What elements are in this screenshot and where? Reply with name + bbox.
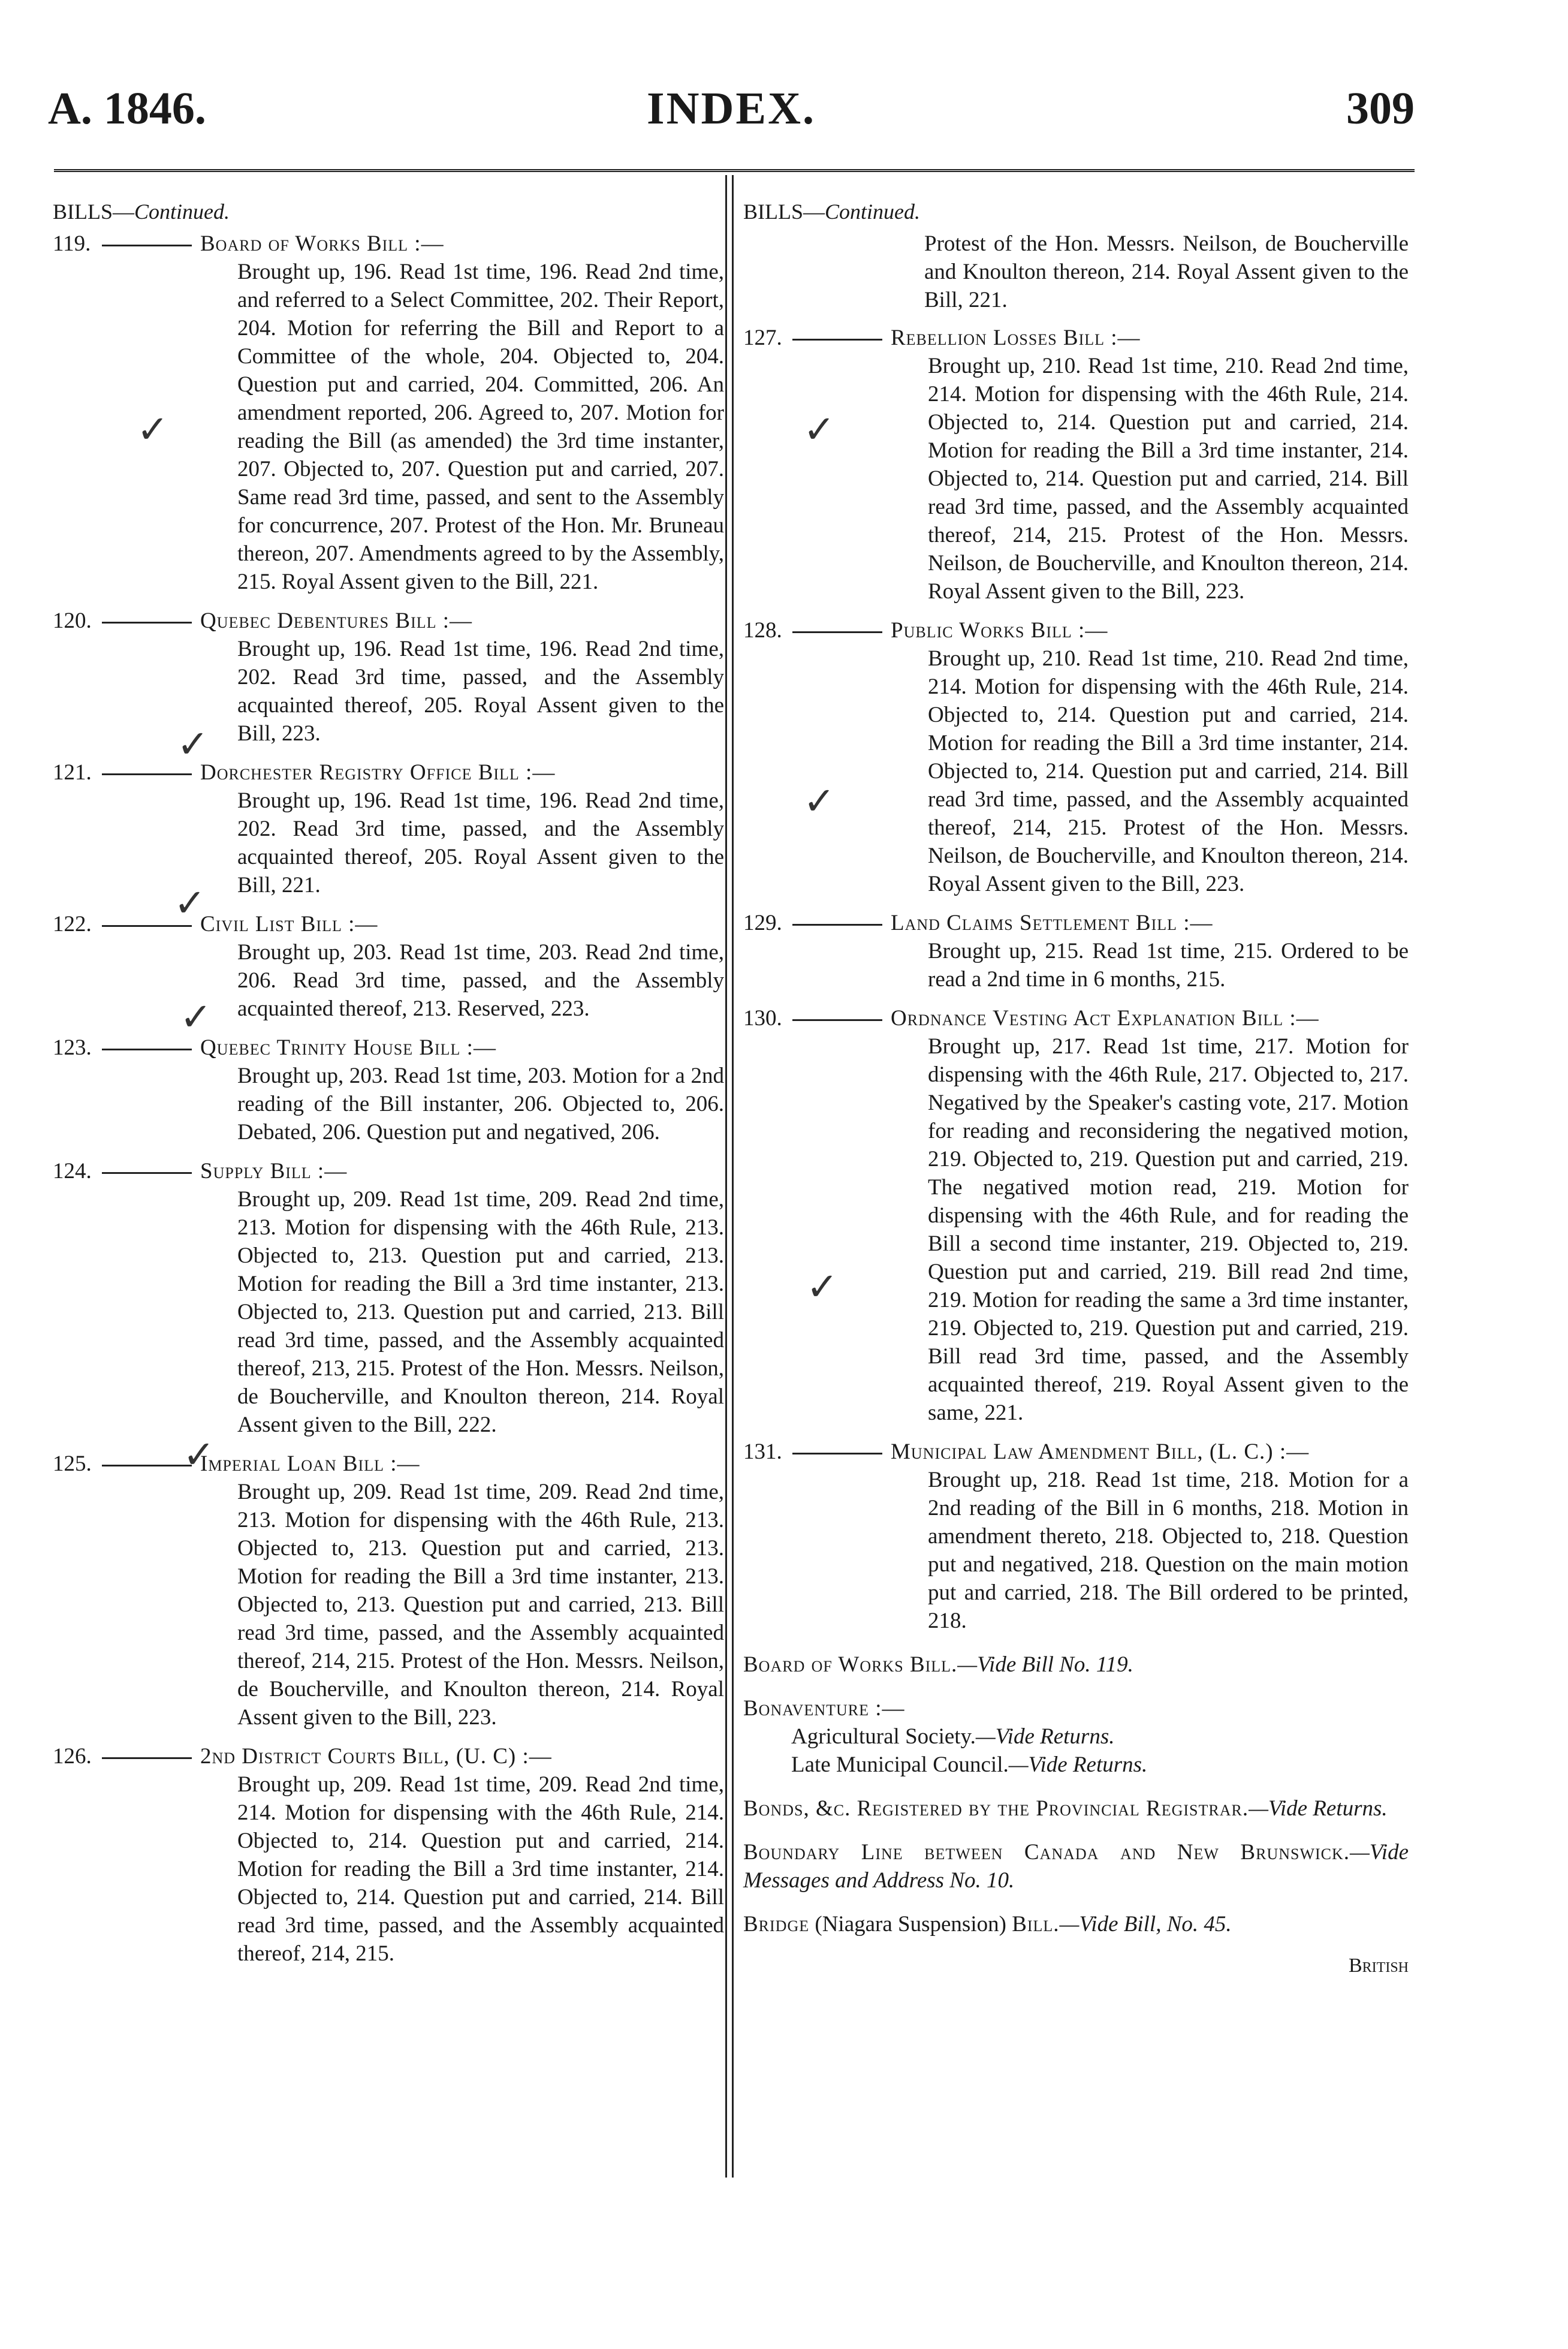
- bill-title: Municipal Law Amendment Bill, (L. C.) :—: [891, 1439, 1310, 1464]
- bill-history: Brought up, 209. Read 1st time, 209. Read 2nd time, 213. Motion for dispensing with the 46th Rule, 213. Objected to, 213. Question put and carried, 213. Motion for reading the Bill a 3rd time instanter, 213. Objected to, 213. Question put and carried, 213. Bill read 3rd time, passed, and the Assembly acquainted thereof, 213, 215. Protest of the Hon. Messrs. Neilson, de Boucherville, and Knoulton thereon, 214. Royal Assent given to the Bill, 222.: [237, 1187, 724, 1437]
- bill-history: Brought up, 215. Read 1st time, 215. Ordered to be read a 2nd time in 6 months, 215.: [928, 939, 1409, 992]
- dash-rule: [792, 924, 882, 926]
- bill-entry: [53, 1450, 724, 1731]
- column-divider: [725, 175, 734, 2178]
- bill-number: 129.: [743, 911, 782, 935]
- bill-title: Civil List Bill :—: [200, 912, 378, 936]
- bill-history: Brought up, 196. Read 1st time, 196. Read 2nd time, 202. Read 3rd time, passed, and the Assembly acquainted thereof, 205. Royal Assent given to the Bill, 221.: [237, 788, 724, 898]
- bill-number: 125.: [53, 1451, 92, 1476]
- handwritten-tick-icon: ✓: [180, 995, 212, 1040]
- dash-rule: [102, 245, 192, 246]
- bill-history: Brought up, 196. Read 1st time, 196. Read 2nd time, 202. Read 3rd time, passed, and the Assembly acquainted thereof, 205. Royal Assent given to the Bill, 223.: [237, 637, 724, 746]
- handwritten-tick-icon: ✓: [803, 408, 836, 452]
- bill-number: 122.: [53, 912, 92, 936]
- handwritten-tick-icon: ✓: [803, 779, 836, 824]
- bill-history: Brought up, 218. Read 1st time, 218. Motion for a 2nd reading of the Bill in 6 months, 218. Motion in amendment thereto, 218. Objected to, 218. Question put and negatived, 218. Question on the main motion put and carried, 218. The Bill ordered to be printed, 218.: [928, 1468, 1409, 1633]
- catchword: British: [1348, 1955, 1409, 1977]
- right-column: [743, 198, 1409, 1980]
- bill-title: Land Claims Settlement Bill :—: [891, 911, 1213, 935]
- cross-reference-bonds: Bonds, &c. Registered by the Provincial Registrar.—Vide Returns.: [743, 1796, 1388, 1821]
- dash-rule: [102, 622, 192, 624]
- bill-history: Brought up, 203. Read 1st time, 203. Read 2nd time, 206. Read 3rd time, passed, and the Assembly acquainted thereof, 213. Reserved, 223.: [237, 940, 724, 1021]
- dash-rule: [792, 631, 882, 633]
- bill-entry: [743, 1438, 1409, 1635]
- header-rule: [54, 169, 1415, 176]
- dash-rule: [102, 1757, 192, 1759]
- bill-history: Brought up, 209. Read 1st time, 209. Read 2nd time, 213. Motion for dispensing with the 46th Rule, 213. Objected to, 213. Question put and carried, 213. Motion for reading the Bill a 3rd time instanter, 213. Objected to, 213. Question put and carried, 213. Bill read 3rd time, passed, and the Assembly acquainted thereof, 214, 215. Protest of the Hon. Messrs. Neilson, de Boucherville, and Knoulton thereon, 214. Royal Assent given to the Bill, 223.: [237, 1480, 724, 1730]
- dash-rule: [792, 339, 882, 341]
- bill-number: 124.: [53, 1159, 92, 1183]
- bill-entry: [53, 607, 724, 748]
- bill-title: Supply Bill :—: [200, 1159, 348, 1183]
- bill-title: Ordnance Vesting Act Explanation Bill :—: [891, 1006, 1319, 1031]
- bill-title: Public Works Bill :—: [891, 618, 1108, 643]
- handwritten-tick-icon: ✓: [177, 722, 209, 767]
- bill-entry: [53, 910, 724, 1023]
- bill-history: Brought up, 210. Read 1st time, 210. Read 2nd time, 214. Motion for dispensing with the 46th Rule, 214. Objected to, 214. Question put and carried, 214. Motion for reading the Bill a 3rd time instanter, 214. Objected to, 214. Question put and carried, 214. Bill read 3rd time, passed, and the Assembly acquainted thereof, 214, 215. Protest of the Hon. Messrs. Neilson, de Boucherville, and Knoulton thereon, 214. Royal Assent given to the Bill, 223.: [928, 354, 1409, 604]
- bill-title: Quebec Trinity House Bill :—: [200, 1035, 496, 1060]
- cross-reference-bridge: Bridge (Niagara Suspension) Bill.—Vide Bill, No. 45.: [743, 1912, 1232, 1937]
- bill-number: 119.: [53, 231, 91, 256]
- header-title: INDEX.: [647, 83, 816, 134]
- bill-history: Brought up, 196. Read 1st time, 196. Read 2nd time, and referred to a Select Committee, 202. Their Report, 204. Motion for referring the Bill and Report to a Committee of the whole, 204. Objected to, 204. Question put and carried, 204. Committed, 206. An amendment reported, 206. Agreed to, 207. Motion for reading the Bill (as amended) the 3rd time instanter, 207. Objected to, 207. Question put and carried, 207. Same read 3rd time, passed, and sent to the Assembly for concurrence, 207. Protest of the Hon. Mr. Bruneau thereon, 207. Amendments agreed to by the Assembly, 215. Royal Assent given to the Bill, 221.: [237, 260, 724, 594]
- bill-entry: [53, 1157, 724, 1439]
- bill-number: 130.: [743, 1006, 782, 1031]
- sub-reference: Agricultural Society.—Vide Returns.: [791, 1724, 1115, 1749]
- continued-heading: BILLS—Continued.: [53, 200, 230, 224]
- dash-rule: [792, 1019, 882, 1021]
- page-header: [48, 83, 1415, 149]
- bill-number: 127.: [743, 326, 782, 350]
- dash-rule: [102, 773, 192, 775]
- handwritten-tick-icon: ✓: [174, 881, 206, 926]
- cross-reference-boundary: Boundary Line between Canada and New Brunswick.—Vide Messages and Address No. 10.: [743, 1840, 1409, 1893]
- dash-rule: [102, 1049, 192, 1050]
- bill-history: Brought up, 210. Read 1st time, 210. Read 2nd time, 214. Motion for dispensing with the 46th Rule, 214. Objected to, 214. Question put and carried, 214. Motion for reading the Bill a 3rd time instanter, 214. Objected to, 214. Question put and carried, 214. Bill read 3rd time, passed, and the Assembly acquainted thereof, 214, 215. Protest of the Hon. Messrs. Neilson, de Boucherville, and Knoulton thereon, 214. Royal Assent given to the Bill, 223.: [928, 646, 1409, 896]
- bill-history: Brought up, 209. Read 1st time, 209. Read 2nd time, 214. Motion for dispensing with the 46th Rule, 214. Objected to, 214. Question put and carried, 214. Motion for reading the Bill a 3rd time instanter, 214. Objected to, 214. Question put and carried, 214. Bill read 3rd time, passed, and the Assembly acquainted thereof, 214, 215.: [237, 1772, 724, 1966]
- bill-history: Brought up, 217. Read 1st time, 217. Motion for dispensing with the 46th Rule, 217. Objected to, 217. Negatived by the Speaker's casting vote, 217. Motion for reading and reconsidering the negatived motion, 219. Objected to, 219. Question put and carried, 219. The negatived motion read, 219. Motion for dispensing with the 46th Rule, and for reading the Bill a second time instanter, 219. Objected to, 219. Question put and carried, 219. Bill read 2nd time, 219. Motion for reading the same a 3rd time instanter, 219. Objected to, 219. Question put and carried, 219. Bill read 3rd time, passed, and the Assembly acquainted thereof, 219. Royal Assent given to the same, 221.: [928, 1034, 1409, 1425]
- bill-history: Brought up, 203. Read 1st time, 203. Motion for a 2nd reading of the Bill instanter, 206. Objected to, 206. Debated, 206. Question put and negatived, 206.: [237, 1064, 724, 1145]
- bill-title: Imperial Loan Bill :—: [200, 1451, 420, 1476]
- bill-title: Quebec Debentures Bill :—: [200, 609, 473, 633]
- bill-entry: [743, 909, 1409, 993]
- bill-number: 121.: [53, 760, 92, 785]
- bill-title: Dorchester Registry Office Bill :—: [200, 760, 556, 785]
- bill-entry: [743, 1004, 1409, 1427]
- handwritten-tick-icon: ✓: [806, 1265, 839, 1309]
- bill-title: Rebellion Losses Bill :—: [891, 326, 1141, 350]
- bill-number: 126.: [53, 1744, 92, 1769]
- page-number: 309: [1346, 83, 1415, 134]
- bill-title: Board of Works Bill :—: [200, 231, 444, 256]
- header-session: A. 1846.: [48, 83, 206, 134]
- bill-entry: [53, 1034, 724, 1146]
- bill-entry: [53, 758, 724, 899]
- bill-entry: [743, 616, 1409, 898]
- bill-number: 120.: [53, 609, 92, 633]
- cross-reference-bonaventure: Bonaventure :— Agricultural Society.—Vide Returns. Late Municipal Council.—Vide Returns.: [743, 1694, 1409, 1779]
- dash-rule: [102, 1465, 192, 1466]
- handwritten-tick-icon: ✓: [137, 408, 169, 452]
- handwritten-tick-icon: ✓: [183, 1433, 215, 1477]
- cross-reference-board-of-works: Board of Works Bill.—Vide Bill No. 119.: [743, 1652, 1133, 1677]
- bill-number: 131.: [743, 1439, 782, 1464]
- continued-text: Protest of the Hon. Messrs. Neilson, de Boucherville and Knoulton thereon, 214. Royal Assent given to the Bill, 221.: [924, 231, 1409, 312]
- dash-rule: [792, 1453, 882, 1454]
- bill-number: 128.: [743, 618, 782, 643]
- dash-rule: [102, 1172, 192, 1174]
- continued-heading: BILLS—Continued.: [743, 200, 921, 224]
- sub-reference: Late Municipal Council.—Vide Returns.: [791, 1752, 1148, 1777]
- bill-number: 123.: [53, 1035, 92, 1060]
- bill-entry: [53, 1742, 724, 1968]
- bill-title: 2nd District Courts Bill, (U. C) :—: [200, 1744, 552, 1769]
- left-column: [53, 198, 724, 1978]
- bill-entry: [743, 324, 1409, 606]
